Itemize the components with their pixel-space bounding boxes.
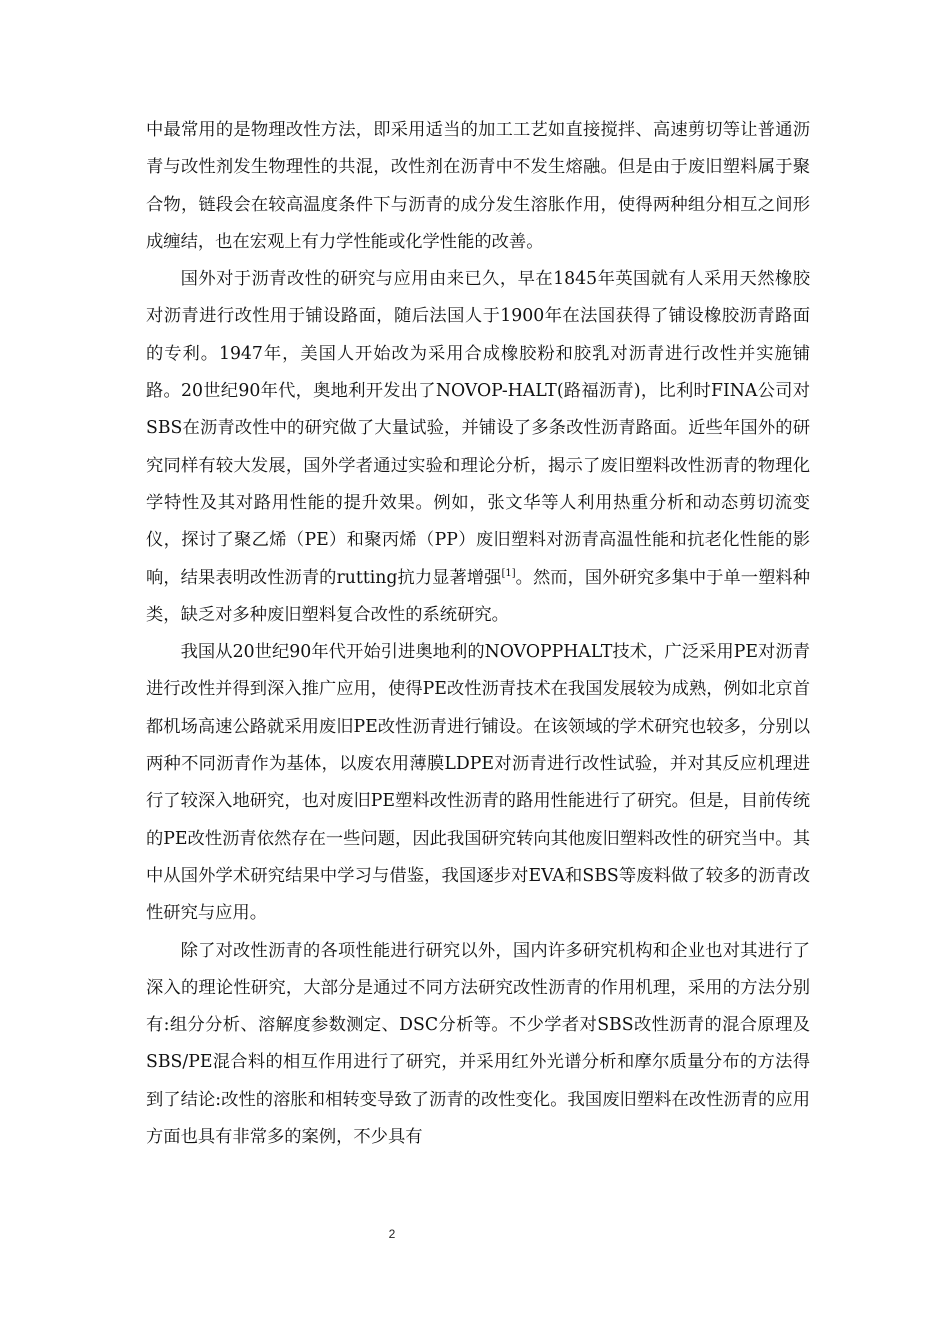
paragraph-text: 。然而，国外研究多集中于单一塑料种类，缺乏对多种废旧塑料复合改性的系统研究。 [146, 567, 810, 625]
body-text [146, 112, 810, 1156]
paragraph-continued: 中最常用的是物理改性方法，即采用适当的加工工艺如直接搅拌、高速剪切等让普通沥青与改性剂发生物理性的共混，改性剂在沥青中不发生熔融。但是由于废旧塑料属于聚合物，链段会在较高温度条件下与沥青的成分发生溶胀作用，使得两种组分相互之间形成缠结，也在宏观上有力学性能或化学性能的改善。 [146, 120, 810, 252]
paragraph-theoretical-research: 除了对改性沥青的各项性能进行研究以外，国内许多研究机构和企业也对其进行了深入的理论性研究，大部分是通过不同方法研究改性沥青的作用机理，采用的方法分别有:组分分析、溶解度参数测定、DSC分析等。不少学者对SBS改性沥青的混合原理及SBS/PE混合料的相互作用进行了研究，并采用红外光谱分析和摩尔质量分布的方法得到了结论:改性的溶胀和相转变导致了沥青的改性变化。我国废旧塑料在改性沥青的应用方面也具有非常多的案例，不少具有 [146, 940, 810, 1148]
paragraph-domestic-research: 我国从20世纪90年代开始引进奥地利的NOVOPPHALT技术，广泛采用PE对沥青进行改性并得到深入推广应用，使得PE改性沥青技术在我国发展较为成熟，例如北京首都机场高速公路就采用废旧PE改性沥青进行铺设。在该领域的学术研究也较多，分别以两种不同沥青作为基体，以废农用薄膜LDPE对沥青进行改性试验，并对其反应机理进行了较深入地研究，也对废旧PE塑料改性沥青的路用性能进行了研究。但是，目前传统的PE改性沥青依然存在一些问题，因此我国研究转向其他废旧塑料改性的研究当中。其中从国外学术研究结果中学习与借鉴，我国逐步对EVA和SBS等废料做了较多的沥青改性研究与应用。 [146, 642, 810, 924]
page-number: 2 [388, 1227, 396, 1241]
citation-marker: [1] [501, 567, 516, 579]
paragraph-foreign-research [146, 261, 810, 634]
paragraph-text: 国外对于沥青改性的研究与应用由来已久，早在1845年英国就有人采用天然橡胶对沥青进行改性用于铺设路面，随后法国人于1900年在法国获得了铺设橡胶沥青路面的专利。1947年，美国人开始改为采用合成橡胶粉和胶乳对沥青进行改性并实施铺路。20世纪90年代，奥地利开发出了NOVOP-HALT(路福沥青)，比利时FINA公司对SBS在沥青改性中的研究做了大量试验，并铺设了多条改性沥青路面。近些年国外的研究同样有较大发展，国外学者通过实验和理论分析，揭示了废旧塑料改性沥青的物理化学特性及其对路用性能的提升效果。例如，张文华等人利用热重分析和动态剪切流变仪，探讨了聚乙烯（PE）和聚丙烯（PP）废旧塑料对沥青高温性能和抗老化性能的影响，结果表明改性沥青的rutting抗力显著增强 [146, 269, 810, 588]
